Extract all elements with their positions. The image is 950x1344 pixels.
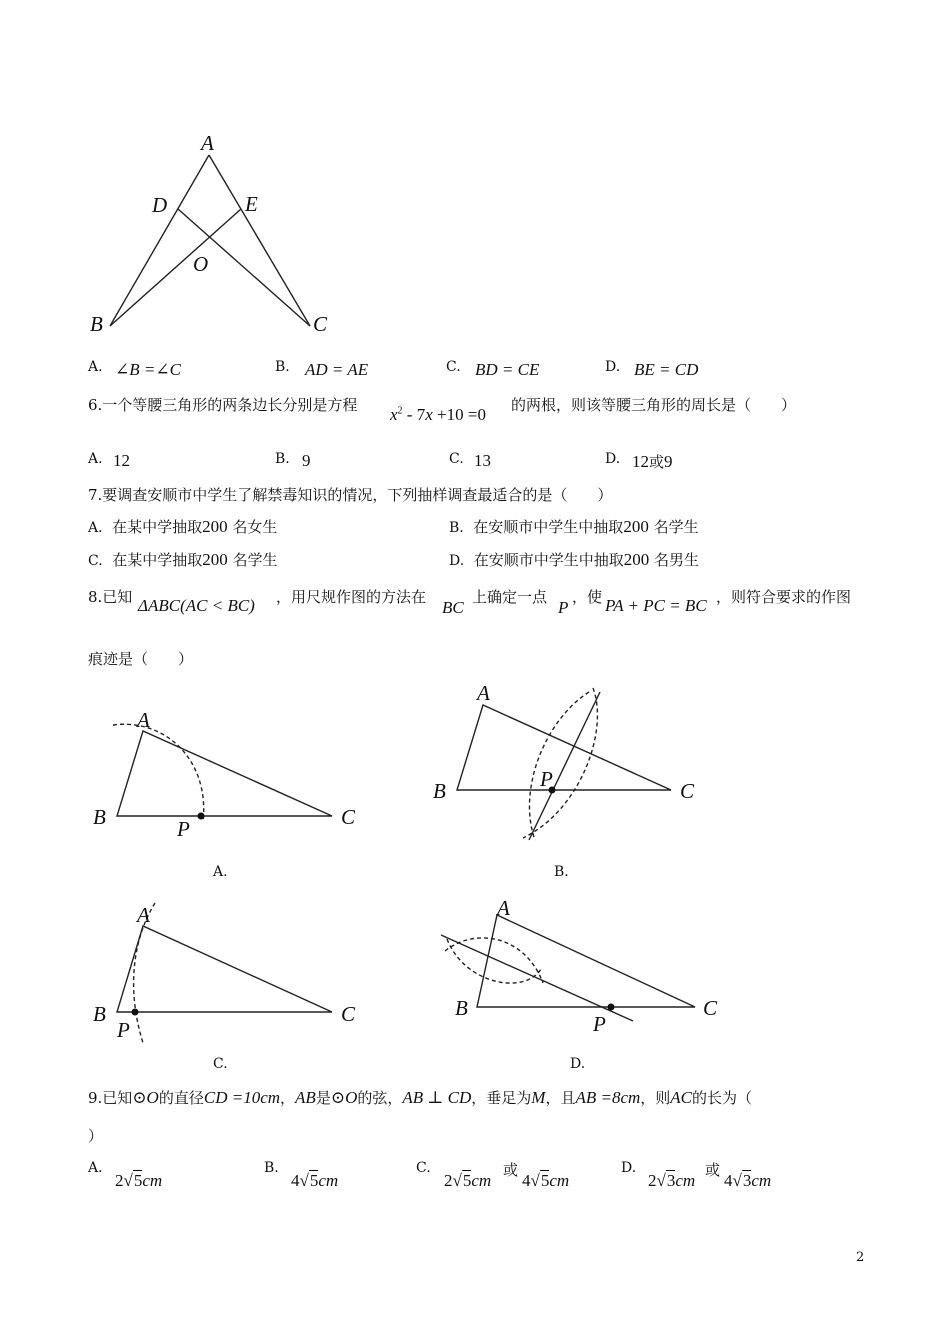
q9-option-d-second: 4√3cm [724, 1171, 772, 1190]
label-C: C [703, 996, 718, 1020]
label-P: P [117, 1018, 130, 1042]
q9-option-d-or: 或 [705, 1161, 721, 1179]
point-p [198, 813, 205, 820]
page-number: 2 [856, 1250, 865, 1265]
label-A: A [497, 896, 510, 920]
q8-caption-a: A. [213, 864, 228, 880]
perpendicular-bisector [529, 692, 600, 840]
q7-option-d: D. 在安顺市中学生中抽取200 名男生 [449, 550, 700, 569]
label-P: P [593, 1012, 606, 1036]
q7-option-b: B. 在安顺市中学生中抽取200 名学生 [449, 517, 699, 536]
label-A: A [137, 708, 150, 732]
q9-option-a-letter: A. [88, 1160, 103, 1176]
q6-option-d-letter: D. [605, 451, 621, 467]
q8-figure-c [85, 895, 375, 1055]
q8-m4: PA + PC = BC [605, 596, 707, 615]
q9-option-d: 2√3cm [648, 1171, 696, 1190]
label-C: C [680, 779, 695, 803]
compass-arc-1 [529, 692, 589, 840]
q6-equation: $x^2 - 7x +10 =0$ [390, 405, 486, 424]
q7-option-a: A. 在某中学抽取200 名女生 [88, 517, 278, 536]
q5-option-b-letter: B. [275, 359, 290, 375]
q6-option-d: 12或9 [632, 452, 673, 471]
q6-option-a: 12 [113, 451, 130, 470]
q5-option-c-letter: C. [446, 359, 461, 375]
q9-stem: 9.已知⊙O的直径CD =10cm，AB是⊙O的弦，AB ⊥ CD，垂足为M，且AB =8cm，则AC的长为（ [88, 1088, 753, 1107]
q8-t5: ，则符合要求的作图 [716, 588, 852, 606]
q9-option-a: 2√5cm [115, 1171, 163, 1190]
label-P: P [177, 817, 190, 841]
q5-option-b: AD = AE [305, 360, 369, 379]
compass-arc-2 [523, 688, 597, 838]
q8-line2: 痕迹是（ ） [88, 650, 194, 668]
label-O: O [193, 252, 209, 276]
q8-t2: ，用尺规作图的方法在 [276, 588, 427, 606]
q7-stem: 7.要调查安顺市中学生了解禁毒知识的情况，下列抽样调查最适合的是（ ） [88, 486, 613, 504]
label-C: C [341, 805, 356, 829]
q8-figure-b [425, 680, 715, 850]
q5-option-d: BE = CD [634, 360, 699, 379]
q9-option-c-second: 4√5cm [522, 1171, 570, 1190]
triangle-abc [457, 705, 671, 790]
q9-option-b-letter: B. [264, 1160, 279, 1176]
label-A: A [137, 903, 150, 927]
label-B: B [90, 312, 103, 336]
q8-caption-b: B. [554, 864, 569, 880]
q8-m2: BC [442, 598, 464, 617]
q5-option-d-letter: D. [605, 359, 621, 375]
q8-t1: 8.已知 [88, 588, 133, 606]
q9-option-d-letter: D. [621, 1160, 637, 1176]
q9-option-b: 4√5cm [291, 1171, 339, 1190]
q8-m3: P [558, 598, 569, 617]
point-p [132, 1009, 139, 1016]
perpendicular-bisector [441, 935, 633, 1021]
label-C: C [341, 1002, 356, 1026]
q6-option-a-letter: A. [88, 451, 103, 467]
q6-stem-start: 6.一个等腰三角形的两条边长分别是方程 [88, 396, 358, 414]
q5-option-a-letter: A. [88, 359, 103, 375]
q5-figure [80, 125, 350, 345]
q8-t4: ，使 [572, 588, 603, 606]
q8-caption-d: D. [570, 1056, 586, 1072]
q6-option-b-letter: B. [275, 451, 290, 467]
label-B: B [93, 1002, 106, 1026]
compass-arc-2 [447, 939, 541, 983]
q6-option-c-letter: C. [449, 451, 464, 467]
triangle-abc [117, 926, 332, 1012]
q9-option-c-or: 或 [503, 1161, 519, 1179]
triangle-abc [117, 731, 332, 816]
segment-EB [110, 209, 241, 326]
label-B: B [455, 996, 468, 1020]
q8-t3: 上确定一点 [472, 588, 548, 606]
triangle-abc [477, 915, 695, 1007]
segment-AC [209, 155, 310, 326]
label-A: A [201, 131, 214, 155]
q8-m1: ΔABC(AC < BC) [138, 596, 255, 615]
q6-option-c: 13 [474, 451, 491, 470]
q8-figure-d [425, 895, 725, 1045]
label-E: E [245, 192, 258, 216]
label-B: B [93, 805, 106, 829]
q8-caption-c: C. [213, 1056, 228, 1072]
q6-stem-end: 的两根，则该等腰三角形的周长是（ ） [511, 396, 797, 414]
q9-line2: ） [88, 1127, 104, 1145]
label-P: P [540, 767, 553, 791]
label-D: D [152, 193, 168, 217]
q9-option-c: 2√5cm [444, 1171, 492, 1190]
compass-arc [113, 724, 204, 822]
label-B: B [433, 779, 446, 803]
q8-figure-a [85, 700, 375, 850]
q6-option-b: 9 [302, 451, 311, 470]
q5-option-a: ∠B =∠C [115, 360, 181, 379]
q5-option-c: BD = CE [475, 360, 540, 379]
q9-option-c-letter: C. [416, 1160, 431, 1176]
q7-option-c: C. 在某中学抽取200 名学生 [88, 550, 278, 569]
segment-AB [110, 155, 209, 326]
label-C: C [313, 312, 328, 336]
label-A: A [477, 681, 490, 705]
point-p [608, 1004, 615, 1011]
